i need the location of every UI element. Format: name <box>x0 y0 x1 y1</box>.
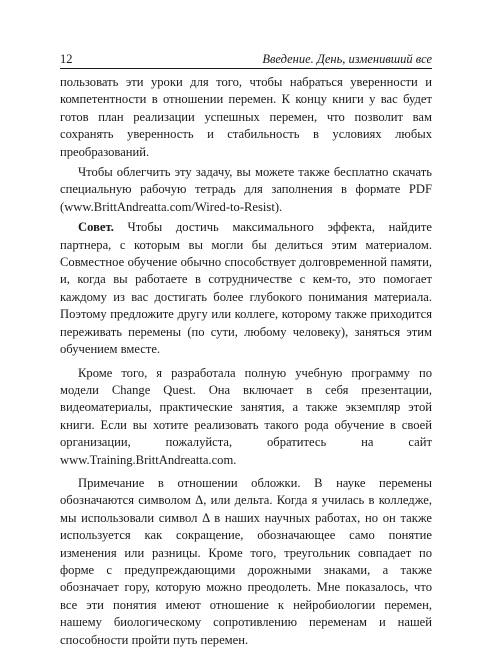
paragraph-text: Кроме того, я разработала полную учебную программу по модели Change Quest. Она включает в себя презентации, видеоматериалы, практические занятия, а также экземпляр этой книги. Если вы хотите реализовать такого рода обучение в своей организации, пожалуйста, обратитесь на сайт www.Training.BrittAndreatta.com. <box>60 365 432 467</box>
header-rule <box>60 68 432 69</box>
paragraph <box>60 365 432 469</box>
tip-label: Совет. <box>78 220 114 235</box>
page-header <box>60 50 432 70</box>
page-number: 12 <box>60 52 73 66</box>
paragraph <box>60 74 432 161</box>
paragraph <box>60 475 432 649</box>
paragraph-text: Чтобы облегчить эту задачу, вы можете также бесплатно скачать специальную рабочую тетрадь для заполнения в формате PDF (www.BrittAndreatta.com/Wired-to-Resist). <box>60 165 432 214</box>
body-text <box>60 74 432 652</box>
paragraph-text: Чтобы достичь максимального эффекта, найдите партнера, с которым вы могли бы делиться этим материалом. Совместное обучение обычно способствует долговременной памяти, и, когда вы работаете в сотрудничестве с кем-то, это помогает каждому из вас достигать более глубокого понимания материала. Поэтому предложите другу или коллеге, которому также приходится переживать перемены (по сути, любому человеку), заняться этим обучением вместе. <box>60 220 432 357</box>
paragraph-text: Примечание в отношении обложки. В науке перемены обозначаются символом Δ, или дельта. Когда я училась в колледже, мы использовали символ Δ в наших научных работах, но он также используется как сокращение, обозначающее само понятие изменения или разницы. Кроме того, треугольник совпадает по форме с предупреждающими дорожными знаками, а также обозначает гору, которую можно преодолеть. Мне показалось, что все эти понятия имеют отношение к нейробиологии перемен, нашему биологическому сопротивлению переменам и нашей способности пройти путь перемен. <box>60 475 432 647</box>
tip-paragraph <box>60 219 432 358</box>
paragraph <box>60 164 432 216</box>
running-head: Введение. День, изменивший все <box>262 52 432 66</box>
paragraph-text: пользовать эти уроки для того, чтобы набраться уверенности и компетентности в отношении перемен. К концу книги у вас будет готов план реализации успешных перемен, что позволит вам сохранять уверенность и стабильность в условиях любых преобразований. <box>60 75 432 159</box>
